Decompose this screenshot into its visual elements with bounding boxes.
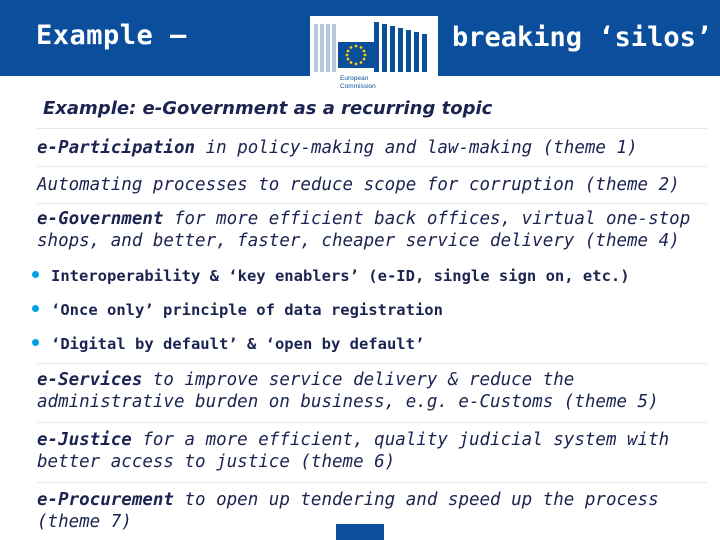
divider [37, 166, 707, 167]
title-left: Example – [36, 20, 187, 51]
item-corruption: Automating processes to reduce scope for corruption (theme 2) [37, 175, 680, 195]
item-e-government: e-Government for more efficient back offices, virtual one-stop shops, and better, faster, cheaper service delivery (theme 4) [37, 209, 691, 251]
item-e-services: e-Services to improve service delivery & reduce the administrative burden on business, e.g. e-Customs (theme 5) [37, 370, 659, 412]
divider [37, 128, 707, 129]
divider [37, 363, 707, 364]
item-e-justice: e-Justice for a more efficient, quality judicial system with better access to justice (theme 6) [37, 430, 670, 472]
bullet-digital-by-default: ‘Digital by default’ & ‘open by default’ [32, 335, 424, 353]
item-e-participation: e-Participation in policy-making and law-making (theme 1) [37, 138, 638, 158]
bullet-dot-icon [32, 339, 39, 346]
item-e-procurement: e-Procurement to open up tendering and speed up the process (theme 7) [37, 490, 659, 532]
divider [37, 422, 707, 423]
svg-text:European: European [340, 75, 369, 82]
title-right: breaking ‘silos’ [452, 22, 713, 53]
bullet-interoperability: Interoperability & ‘key enablers’ (e-ID, single sign on, etc.) [32, 267, 630, 285]
footer-tab [336, 524, 384, 540]
european-commission-logo [310, 16, 438, 104]
svg-text:Commission: Commission [340, 83, 376, 90]
divider [37, 203, 707, 204]
subtitle: Example: e-Government as a recurring topic [43, 98, 493, 119]
bullet-once-only: ‘Once only’ principle of data registration [32, 301, 443, 319]
bullet-dot-icon [32, 271, 39, 278]
bullet-dot-icon [32, 305, 39, 312]
divider [37, 482, 707, 483]
